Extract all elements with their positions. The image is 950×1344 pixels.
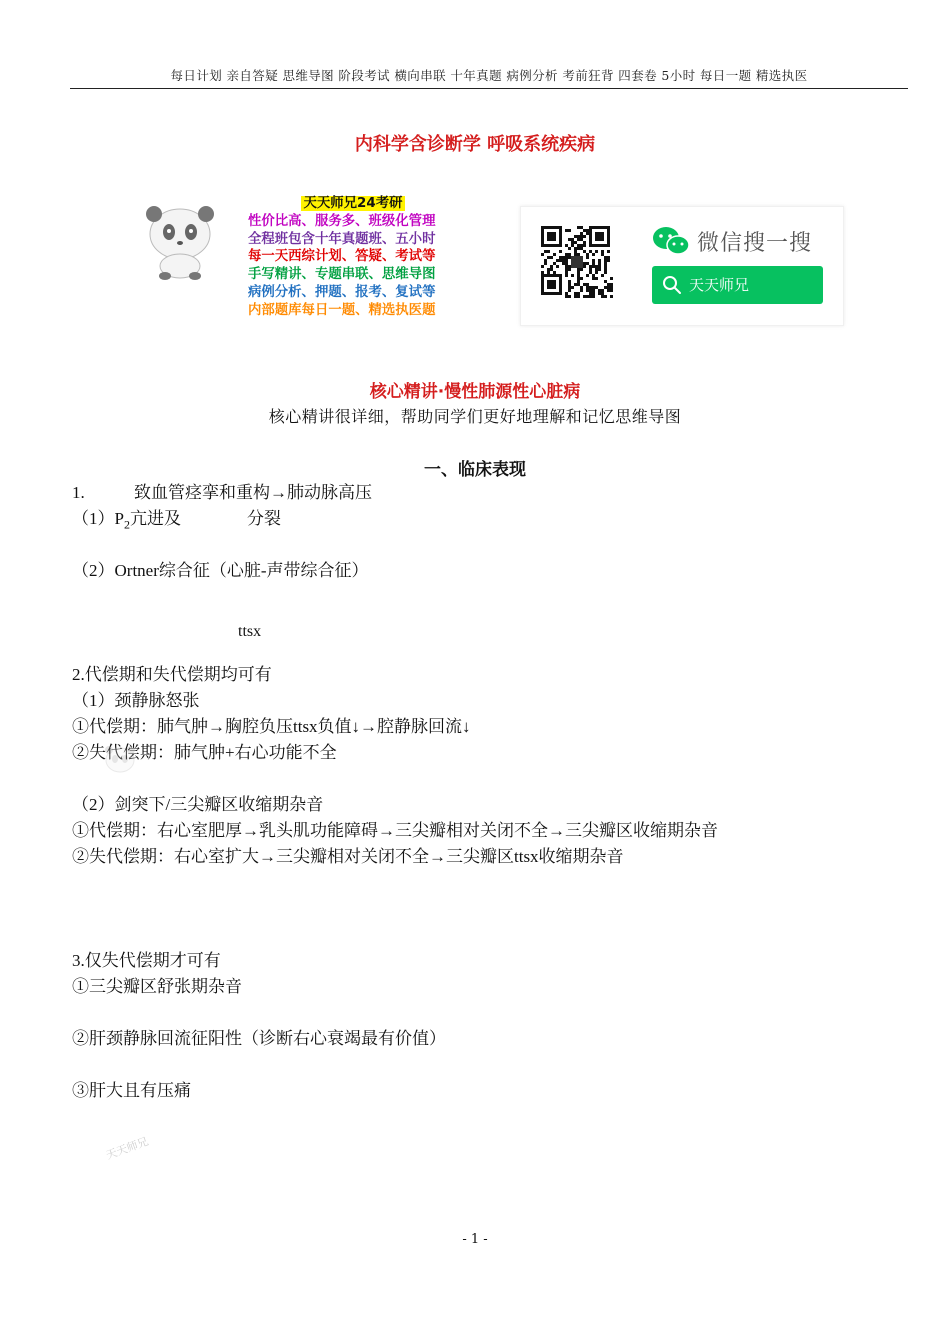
item-text: 致血管痉挛和重构→肺动脉高压 xyxy=(134,483,372,502)
subitem-text: ②失代偿期：肺气肿+右心功能不全 xyxy=(72,743,337,762)
promo-text-block xyxy=(248,195,458,320)
qr-code-icon xyxy=(541,226,613,298)
promo-title: 天天师兄24考研 xyxy=(248,195,458,213)
panda-mascot-icon xyxy=(135,200,225,280)
document-title: 内科学含诊断学 呼吸系统疾病 xyxy=(354,134,596,155)
section-heading: 一、临床表现 xyxy=(424,460,526,480)
subitem-text: $(1)P_2$亢进及 xyxy=(72,509,181,532)
subitem-text: （1）颈静脉怒张 xyxy=(72,691,200,710)
wechat-search-label: 微信搜一搜 xyxy=(697,231,813,256)
stray-text: ttsx xyxy=(238,623,262,640)
item-text: 2.代偿期和失代偿期均可有 xyxy=(72,665,272,684)
promo-line: 全程班包含十年真题班、五小时 xyxy=(248,231,436,247)
header-nav-text: 每日计划 亲自答疑 思维导图 阶段考试 横向串联 十年真题 病例分析 考前狂背 四套卷 5小时 每日一题 精选执医 xyxy=(170,68,808,83)
promo-line: 每一天西综计划、答疑、考试等 xyxy=(248,249,436,265)
header-divider xyxy=(70,88,908,89)
item-number: 1. xyxy=(72,483,85,502)
panda-watermark-icon xyxy=(100,742,140,776)
section-subtitle: 核心精讲很详细，帮助同学们更好地理解和记忆思维导图 xyxy=(268,407,682,426)
subitem-text: （2）Ortner综合征（心脏-声带综合征） xyxy=(72,561,369,580)
subitem-text: 分裂 xyxy=(247,509,281,528)
promo-line: 病例分析、押题、报考、复试等 xyxy=(248,284,436,300)
subitem-text: ①三尖瓣区舒张期杂音 xyxy=(72,977,242,996)
promo-line: 手写精讲、专题串联、思维导图 xyxy=(248,267,436,283)
subitem-text: ②失代偿期：右心室扩大→三尖瓣相对关闭不全→三尖瓣区ttsx收缩期杂音 xyxy=(72,847,624,866)
subitem-text: ②肝颈静脉回流征阳性（诊断右心衰竭最有价值） xyxy=(72,1029,446,1048)
section-title: 核心精讲·慢性肺源性心脏病 xyxy=(369,382,581,402)
promo-line: 内部题库每日一题、精选执医题 xyxy=(248,302,436,318)
page-number: - 1 - xyxy=(462,1232,488,1247)
wechat-search-text: 天天师兄 xyxy=(689,276,750,294)
watermark: 天天师兄 xyxy=(104,1134,151,1163)
subitem-text: ①代偿期：右心室肥厚→乳头肌功能障碍→三尖瓣相对关闭不全→三尖瓣区收缩期杂音 xyxy=(72,821,718,840)
promo-line: 性价比高、服务多、班级化管理 xyxy=(248,213,436,229)
wechat-logo-icon xyxy=(652,226,690,256)
subitem-text: ①代偿期：肺气肿→胸腔负压ttsx负值↓→腔静脉回流↓ xyxy=(72,717,471,736)
subitem-text: （2）剑突下/三尖瓣区收缩期杂音 xyxy=(72,795,324,814)
item-text: 3.仅失代偿期才可有 xyxy=(72,951,221,970)
search-icon xyxy=(662,275,682,295)
subitem-text: ③肝大且有压痛 xyxy=(72,1081,191,1100)
